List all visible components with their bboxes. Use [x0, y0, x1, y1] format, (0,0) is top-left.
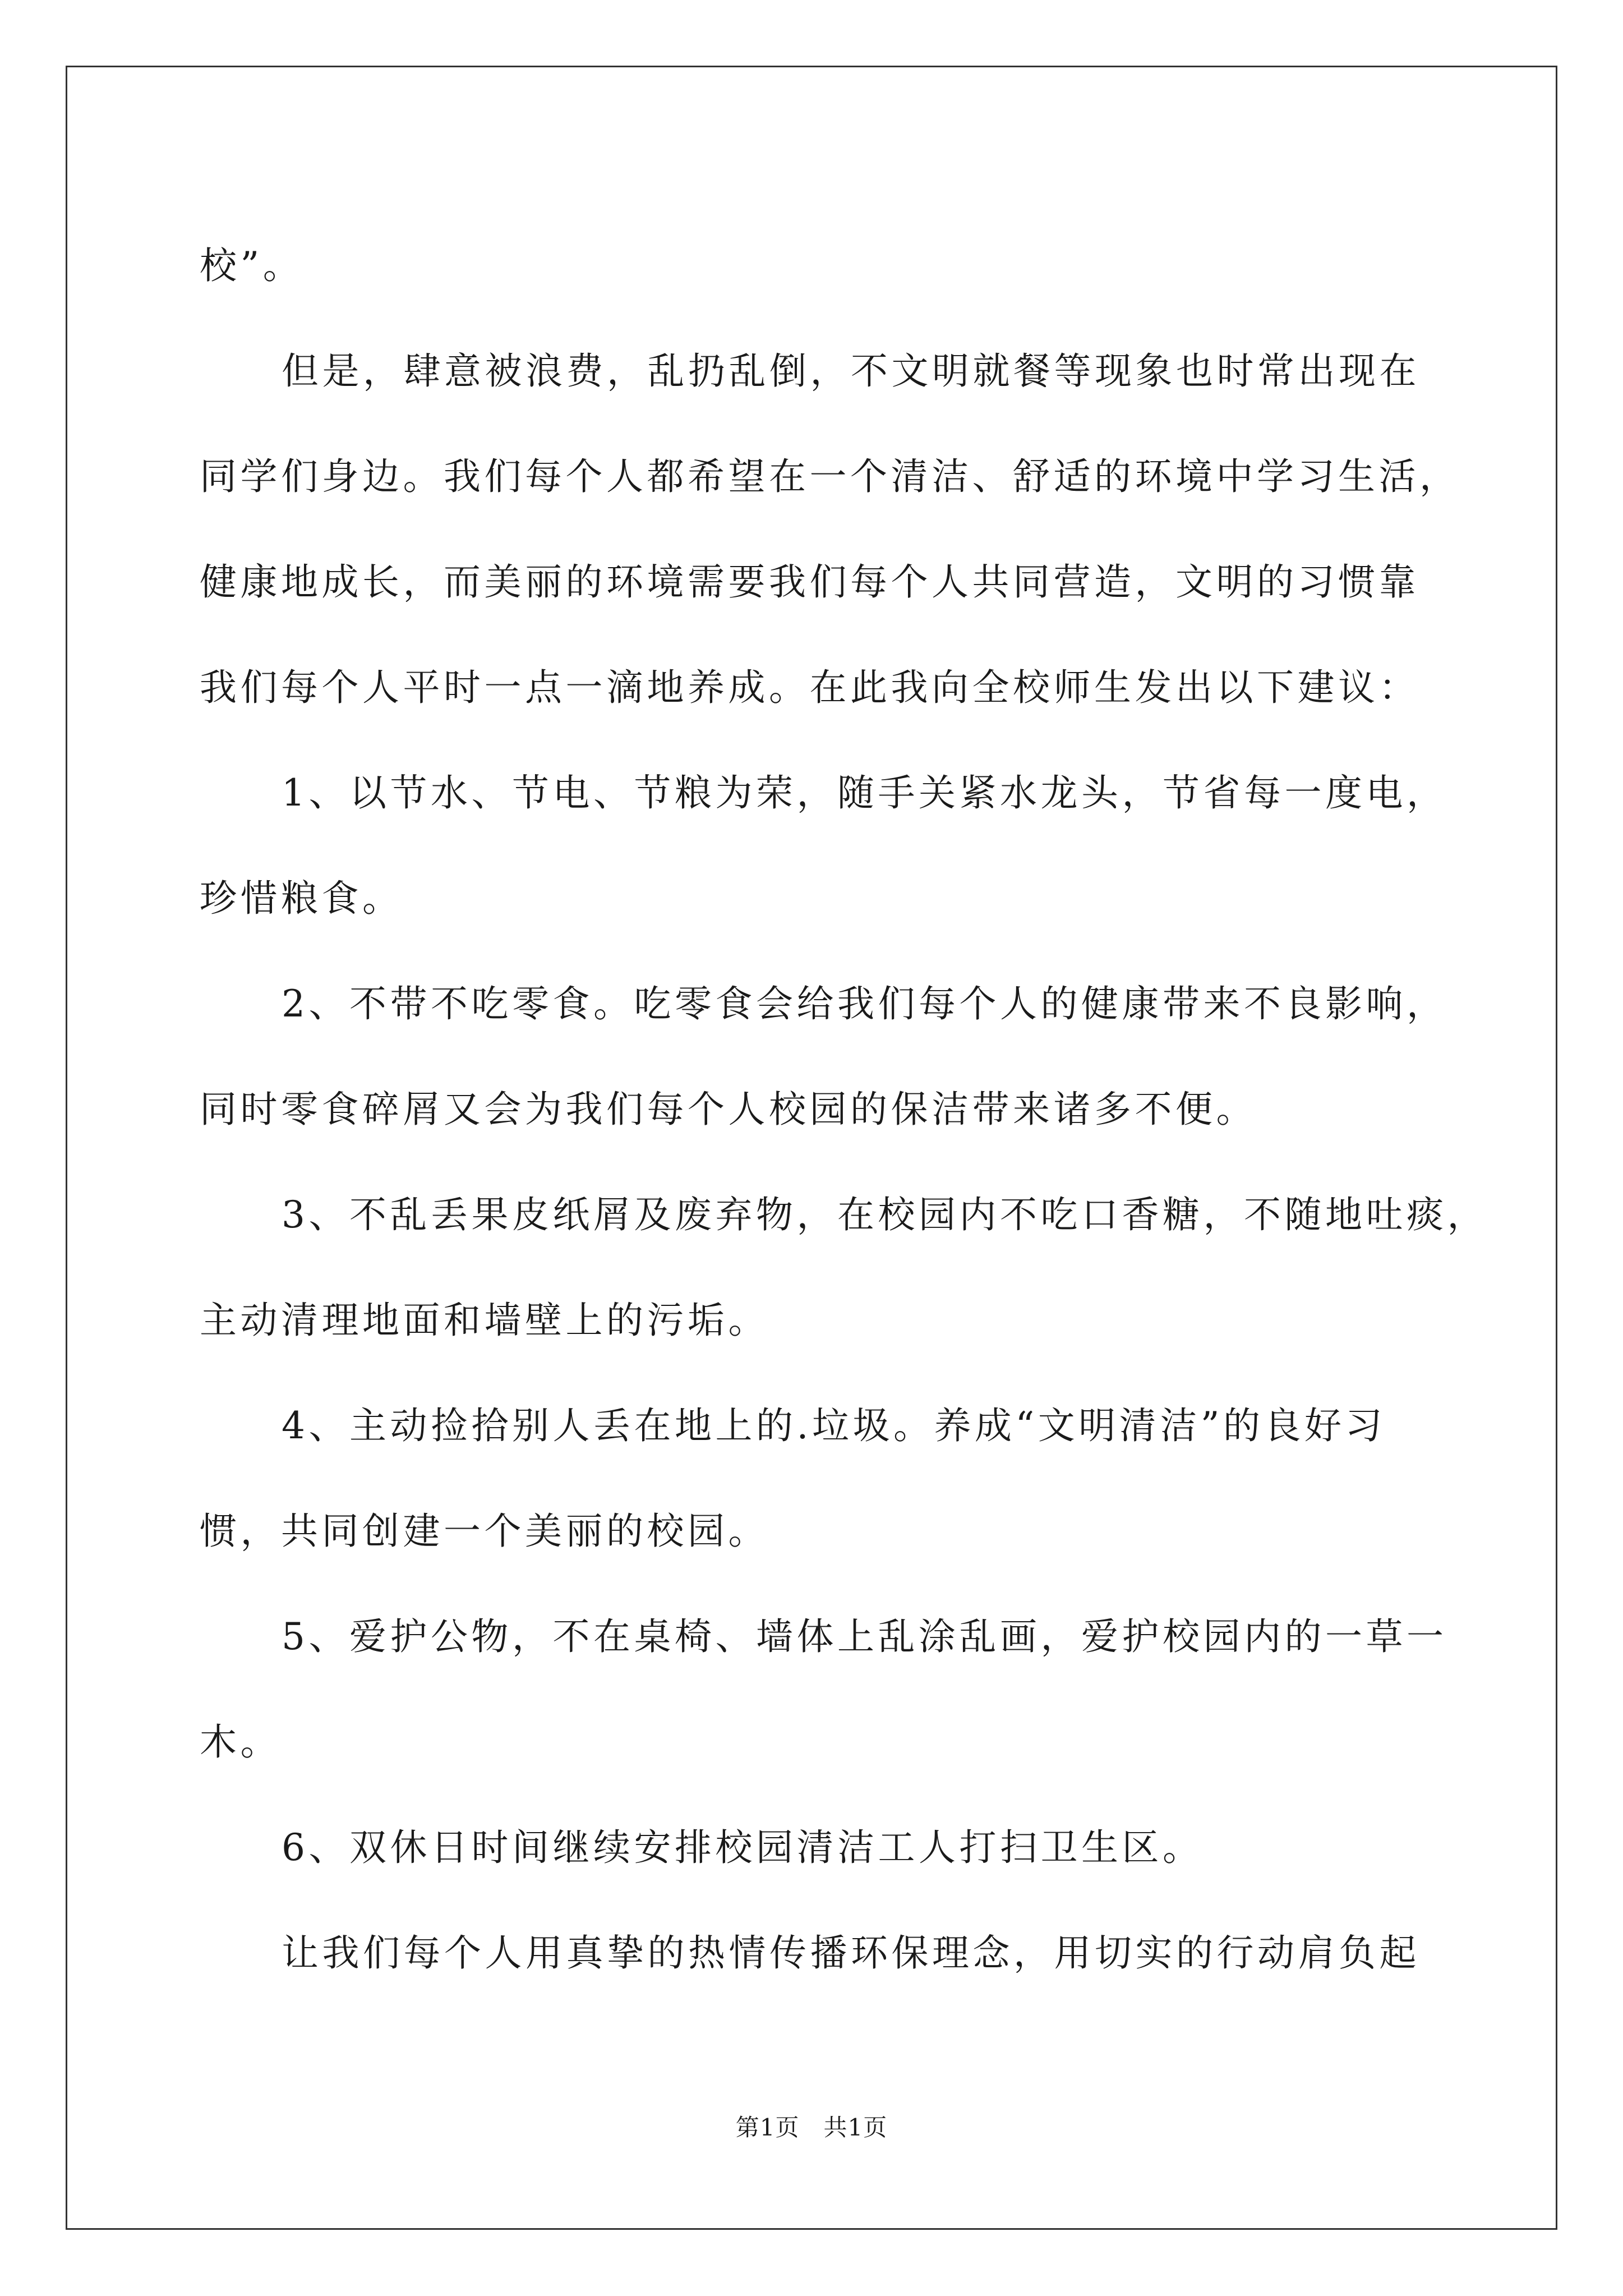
- text-line-2: 但是，肆意被浪费，乱扔乱倒，不文明就餐等现象也时常出现在: [282, 349, 1420, 393]
- text-line-1: 校”。: [200, 244, 304, 287]
- text-line-14: 5、爱护公物，不在桌椅、墙体上乱涂乱画，爱护校园内的一草一: [282, 1615, 1447, 1658]
- text-line-7: 珍惜粮食。: [200, 877, 403, 920]
- text-line-8: 2、不带不吃零食。吃零食会给我们每个人的健康带来不良影响，: [282, 982, 1447, 1025]
- text-line-15: 木。: [200, 1720, 281, 1764]
- text-line-9: 同时零食碎屑又会为我们每个人校园的保洁带来诸多不便。: [200, 1088, 1257, 1131]
- text-line-6: 1、以节水、节电、节粮为荣，随手关紧水龙头，节省每一度电，: [282, 771, 1447, 815]
- text-line-5: 我们每个人平时一点一滴地养成。在此我向全校师生发出以下建议：: [200, 666, 1419, 709]
- text-line-10: 3、不乱丢果皮纸屑及废弃物，在校园内不吃口香糖，不随地吐痰，: [282, 1193, 1488, 1236]
- document-body: [200, 213, 1488, 2006]
- text-line-13: 惯，共同创建一个美丽的校园。: [200, 1510, 769, 1553]
- text-line-11: 主动清理地面和墙壁上的污垢。: [200, 1299, 769, 1342]
- text-line-17: 让我们每个人用真挚的热情传播环保理念，用切实的行动肩负起: [282, 1931, 1420, 1975]
- text-line-16: 6、双休日时间继续安排校园清洁工人打扫卫生区。: [282, 1826, 1204, 1869]
- text-line-4: 健康地成长，而美丽的环境需要我们每个人共同营造，文明的习惯靠: [200, 560, 1419, 604]
- page-footer: 第1页 共1页: [735, 2114, 888, 2141]
- text-line-3: 同学们身边。我们每个人都希望在一个清洁、舒适的环境中学习生活，: [200, 455, 1460, 498]
- text-line-12: 4、主动捡拾别人丢在地上的.垃圾。养成“文明清洁”的良好习: [282, 1404, 1386, 1447]
